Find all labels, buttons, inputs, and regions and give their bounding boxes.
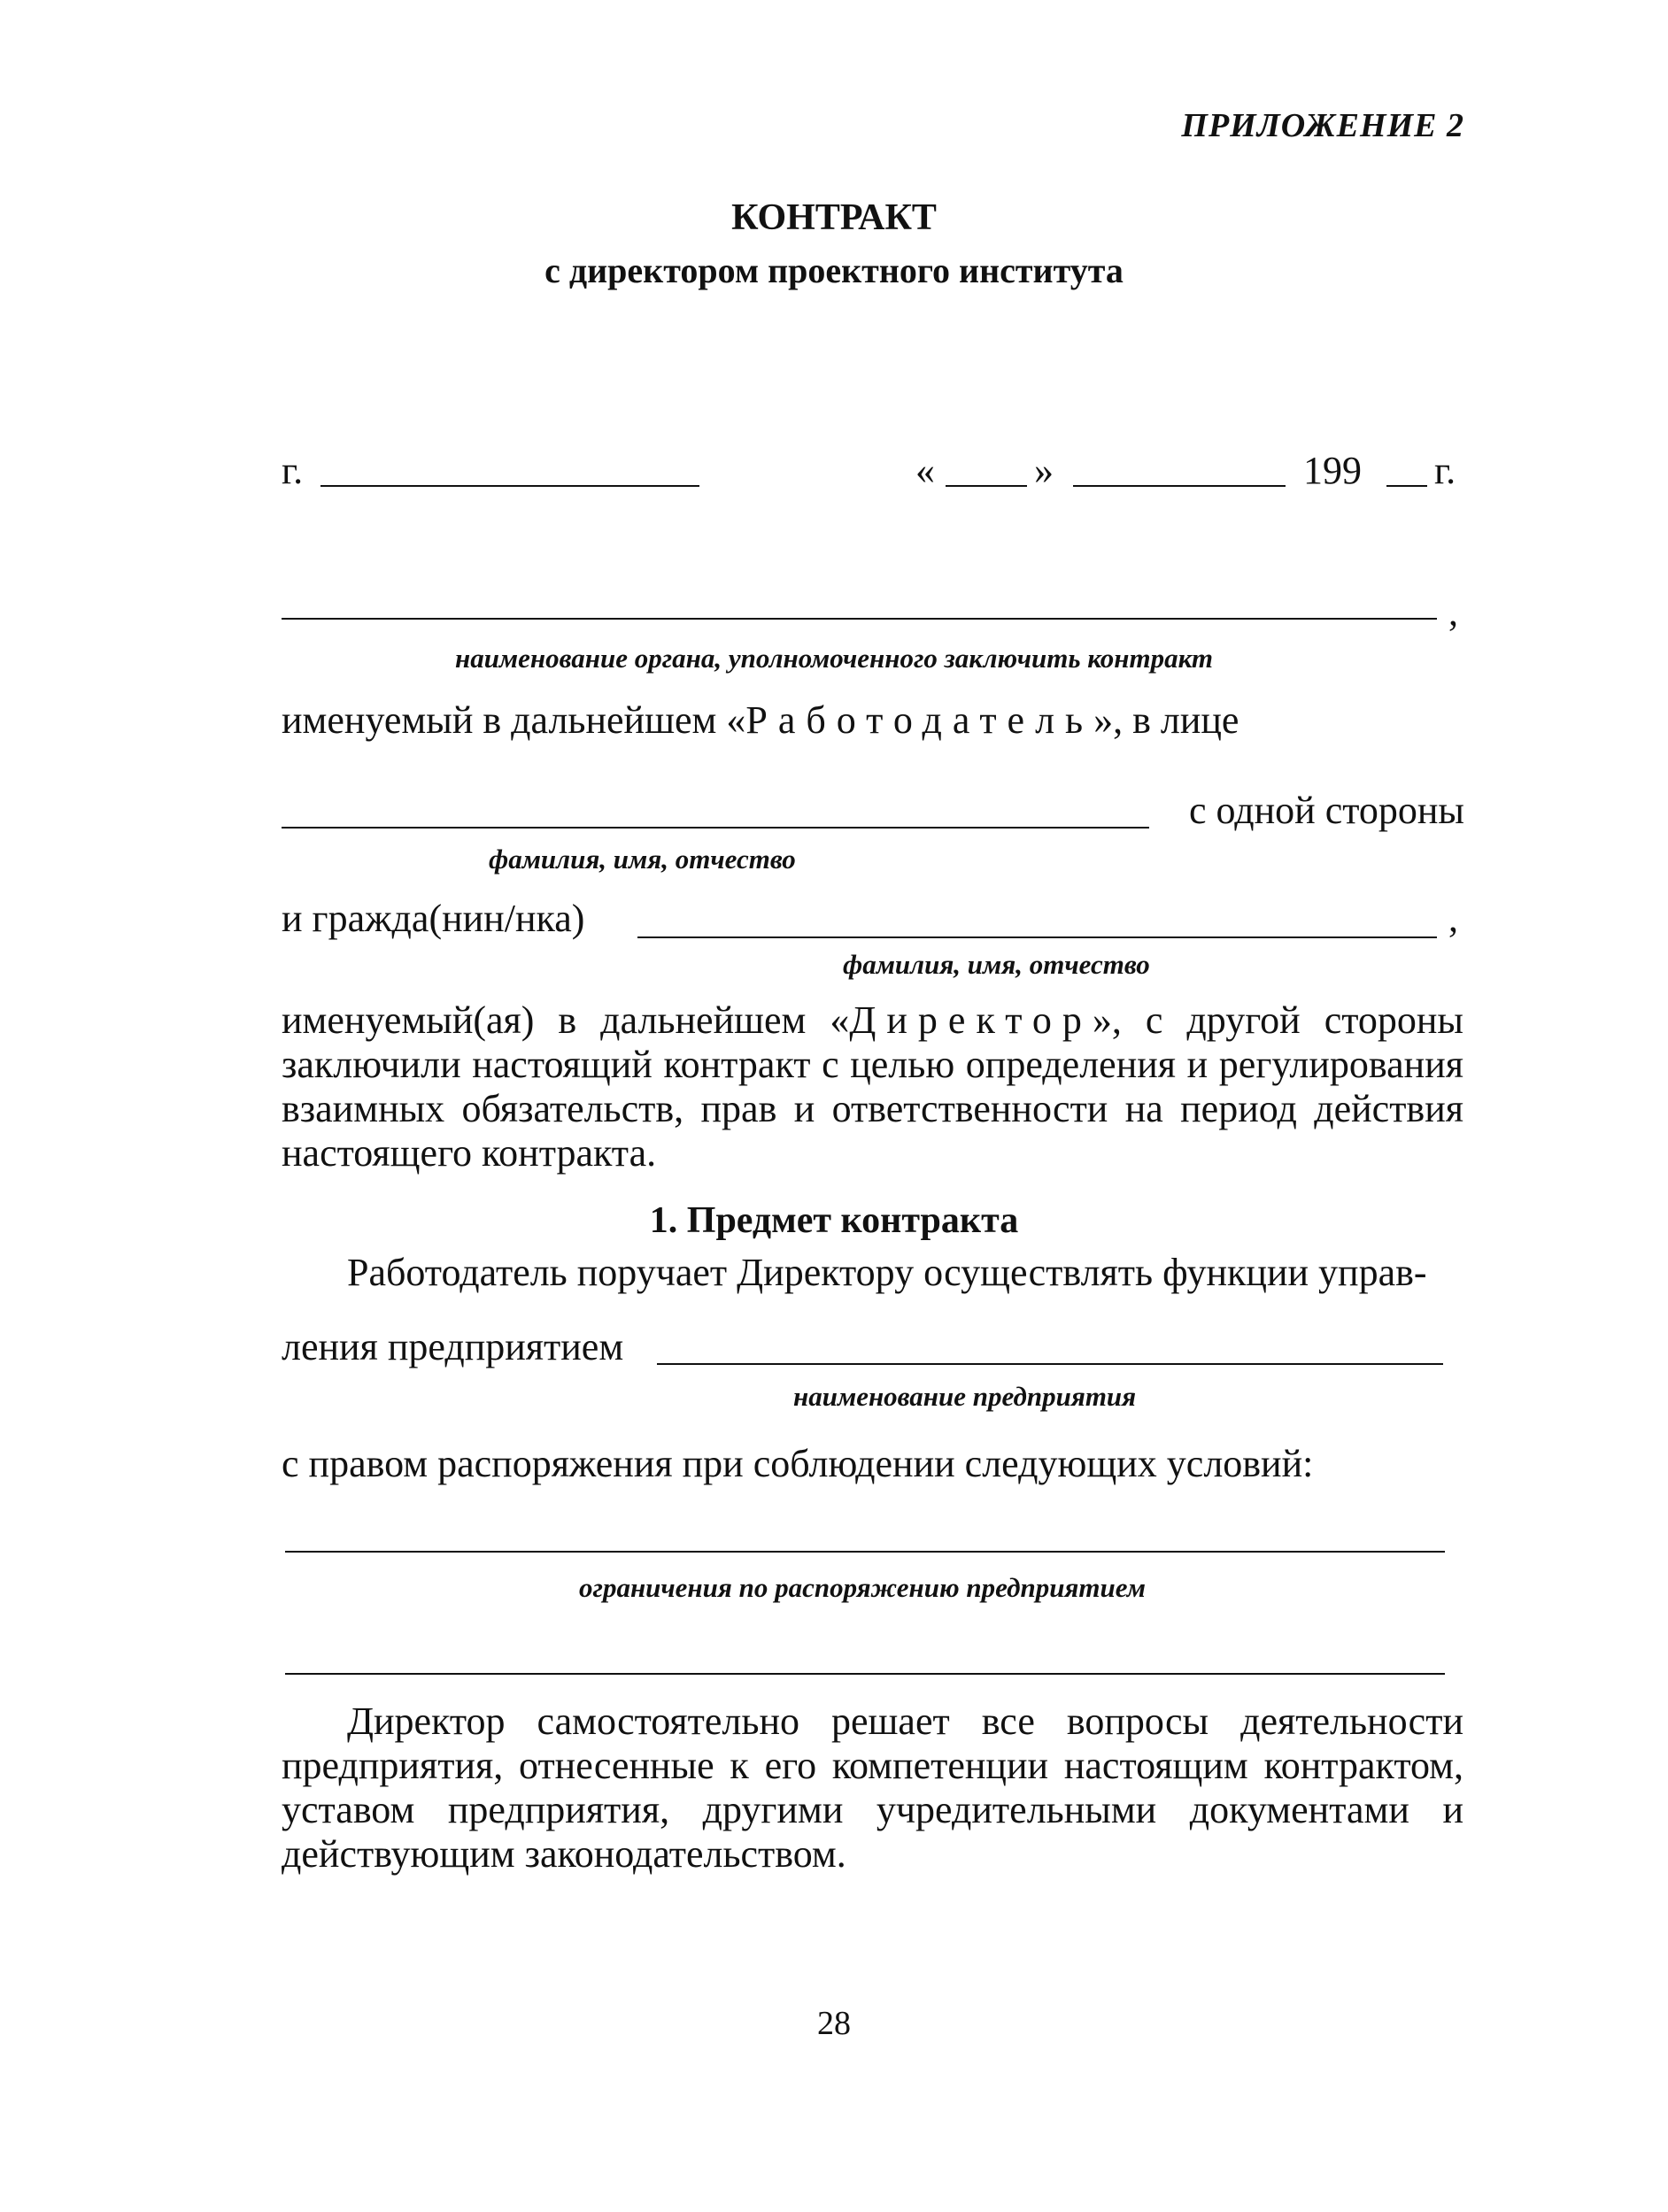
restrictions-caption: ограничения по распоряжению предприятием	[579, 1572, 1146, 1603]
day-quote-open: «	[915, 449, 935, 492]
citizen-fio-blank-line	[637, 936, 1437, 938]
citizen-comma: ,	[1448, 897, 1458, 940]
section-1-line-1: Работодатель поручает Директору осуществлять функции управ-	[347, 1251, 1427, 1294]
document-title: КОНТРАКТ	[731, 197, 937, 238]
employer-after: », в лице	[1093, 698, 1239, 742]
director-intro: именуемый(ая) в дальнейшем «	[282, 998, 850, 1042]
director-after: », с другой стороны заключили настоящий контракт с целью определения и регулирования взаимных обязательств, прав и ответственности на период действия настоящего контракта.	[282, 998, 1463, 1175]
employer-org-caption: наименование органа, уполномоченного заключить контракт	[454, 643, 1214, 674]
final-paragraph: Директор самостоятельно решает все вопросы деятельности предприятия, отнесенные к его компетенции настоящим контрактом, уставом предприятия, другими учредительными документами и действующим законодательством.	[282, 1699, 1463, 1876]
day-quote-close: »	[1034, 449, 1054, 492]
section-1-line-2: ления предприятием	[282, 1325, 624, 1368]
page-number: 28	[817, 2005, 851, 2042]
disposal-text: с правом распоряжения при соблюдении следующих условий:	[282, 1442, 1314, 1485]
city-prefix: г.	[282, 449, 304, 492]
appendix-label: ПРИЛОЖЕНИЕ 2	[1181, 107, 1464, 144]
restrictions-blank-line-2	[285, 1673, 1445, 1675]
director-word: Директор	[849, 998, 1093, 1042]
year-suffix: г.	[1434, 449, 1456, 492]
employer-word: Работодатель	[745, 698, 1094, 742]
enterprise-caption: наименование предприятия	[793, 1381, 1137, 1412]
employer-rep-blank-line	[282, 827, 1149, 829]
fio-caption-1: фамилия, имя, отчество	[489, 844, 796, 875]
employer-intro-line	[282, 698, 1239, 743]
year-blank-line	[1386, 485, 1427, 487]
month-blank-line	[1073, 485, 1286, 487]
year-prefix: 199	[1303, 449, 1362, 492]
enterprise-name-blank-line	[657, 1363, 1443, 1365]
employer-org-blank-line	[282, 618, 1437, 620]
one-side-text: с одной стороны	[1188, 789, 1464, 832]
city-blank-line	[320, 485, 699, 487]
section-1-heading: 1. Предмет контракта	[649, 1200, 1019, 1241]
employer-org-comma: ,	[1448, 590, 1458, 634]
director-paragraph	[282, 998, 1463, 1175]
fio-caption-2: фамилия, имя, отчество	[843, 949, 1150, 980]
citizen-prefix: и гражда(нин/нка)	[282, 897, 585, 940]
day-blank-line	[946, 485, 1027, 487]
restrictions-blank-line-1	[285, 1551, 1445, 1553]
document-subtitle: с директором проектного института	[544, 250, 1124, 290]
employer-intro: именуемый в дальнейшем «	[282, 698, 746, 742]
